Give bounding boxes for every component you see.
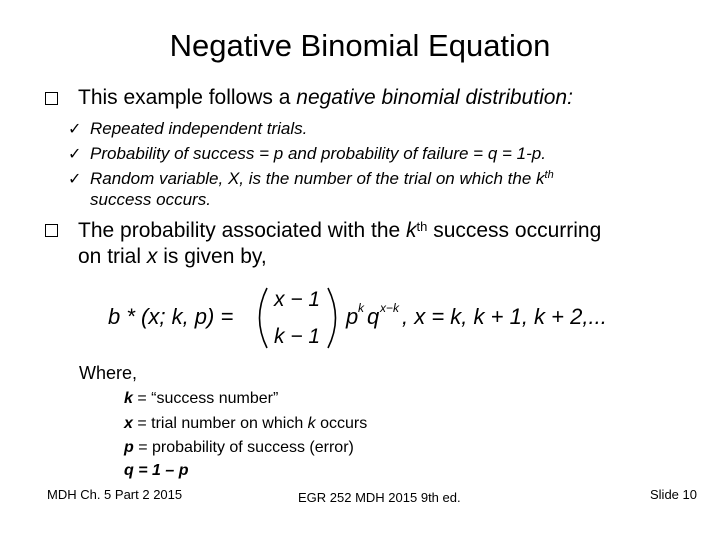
slide-title: Negative Binomial Equation	[169, 28, 551, 63]
footer-slide-number: Slide 10	[650, 487, 697, 502]
bullet2-text-a: The probability associated with the	[78, 219, 407, 242]
bullet2-text-b: success occurring	[427, 219, 602, 242]
check-item-3	[68, 169, 554, 189]
definition-p: p = probability of success (error)	[124, 439, 354, 456]
check-text-4: success occurs.	[90, 190, 211, 209]
check-item-2	[68, 144, 546, 164]
check-text-2: Probability of success = p and probability of failure = q = 1-p.	[90, 144, 546, 163]
check-icon: ✓	[68, 171, 82, 188]
bullet2-x: x	[146, 245, 158, 268]
bullet-negative-binomial	[45, 86, 573, 110]
where-label: Where,	[79, 363, 138, 383]
check-text-1: Repeated independent trials.	[90, 119, 308, 138]
binom-bottom: k − 1	[274, 325, 321, 348]
square-bullet-icon	[45, 92, 58, 105]
check-icon: ✓	[68, 146, 82, 163]
bullet2-k: k	[406, 219, 417, 242]
footer-left: MDH Ch. 5 Part 2 2015	[47, 487, 183, 502]
definition-x: x = trial number on which k occurs	[124, 415, 368, 432]
bullet2-text-c: on trial	[78, 245, 147, 268]
superscript-th: th	[544, 169, 554, 181]
bullet-probability	[45, 218, 601, 270]
check-item-1	[68, 119, 308, 139]
check-icon: ✓	[68, 121, 82, 138]
binom-top: x − 1	[274, 288, 321, 311]
equation-tail: , x = k, k + 1, k + 2,...	[402, 304, 607, 329]
bullet1-emph: negative binomial distribution:	[296, 86, 573, 109]
equation-lhs: b * (x; k, p) =	[108, 304, 234, 329]
check-item-3-continued	[90, 190, 211, 210]
p-term: p	[346, 304, 359, 329]
negative-binomial-equation	[100, 282, 640, 354]
q-term: q	[367, 304, 380, 329]
bullet2-text-d: is given by,	[157, 245, 267, 268]
definition-q: q = 1 – p	[124, 462, 189, 479]
check-text-3: Random variable, X, is the number of the trial on which the k	[90, 169, 545, 188]
p-exponent: k	[358, 301, 364, 315]
definition-k: k = “success number”	[124, 390, 279, 407]
left-paren	[260, 288, 268, 348]
bullet1-lead: This example follows a	[78, 86, 297, 109]
bullet2-th: th	[416, 219, 428, 234]
square-bullet-icon	[45, 224, 58, 237]
footer-center: EGR 252 MDH 2015 9th ed.	[298, 490, 461, 505]
q-exponent: x−k	[380, 301, 400, 315]
right-paren	[328, 288, 336, 348]
